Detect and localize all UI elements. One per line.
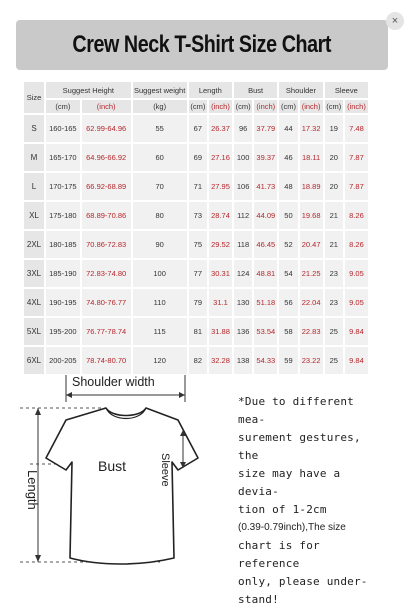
shoulder-width-label: Shoulder width	[72, 375, 155, 389]
table-cell: 75	[189, 231, 207, 258]
table-cell: 22.83	[300, 318, 323, 345]
table-cell: 29.52	[209, 231, 232, 258]
table-cell: 80	[133, 202, 187, 229]
unit-cell: (cm)	[326, 102, 342, 111]
table-cell: 46	[279, 144, 297, 171]
unit-cell: (inch)	[300, 100, 323, 113]
unit-cell: (inch)	[82, 100, 131, 113]
table-row	[24, 289, 368, 316]
table-cell: 7.87	[345, 173, 368, 200]
note-line: tion of 1-2cm	[238, 503, 327, 516]
header-sleeve: Sleeve	[325, 82, 368, 98]
table-cell: 76.77-78.74	[82, 318, 131, 345]
table-cell: 31.88	[209, 318, 232, 345]
tshirt-outline	[46, 408, 198, 564]
size-disclaimer-note	[238, 393, 388, 609]
unit-cell: (cm)	[46, 100, 80, 113]
table-cell: 67	[189, 115, 207, 142]
table-cell: 96	[234, 115, 252, 142]
note-line: stand!	[238, 593, 279, 606]
note-line: surement gestures, the	[238, 431, 361, 462]
size-cell: 4XL	[24, 289, 44, 316]
table-cell: 70.86-72.83	[82, 231, 131, 258]
size-cell: 2XL	[24, 231, 44, 258]
table-cell: 20	[325, 173, 343, 200]
table-cell: 28.74	[209, 202, 232, 229]
table-cell: 200-205	[46, 347, 80, 374]
table-row	[24, 231, 368, 258]
table-cell: 23	[325, 289, 343, 316]
table-header-row	[24, 82, 368, 98]
table-cell: 31.1	[209, 289, 232, 316]
table-row	[24, 318, 368, 345]
table-cell: 170-175	[46, 173, 80, 200]
table-cell: 74.80-76.77	[82, 289, 131, 316]
table-cell: 55	[133, 115, 187, 142]
table-cell: 130	[234, 289, 252, 316]
size-cell: 3XL	[24, 260, 44, 287]
size-cell: S	[24, 115, 44, 142]
table-cell: 23.22	[300, 347, 323, 374]
table-cell: 21	[325, 202, 343, 229]
table-cell: 19	[325, 115, 343, 142]
table-cell: 190-195	[46, 289, 80, 316]
table-cell: 118	[234, 231, 252, 258]
note-line: *Due to different mea-	[238, 395, 354, 426]
table-cell: 54.33	[254, 347, 277, 374]
table-cell: 124	[234, 260, 252, 287]
table-cell: 27.95	[209, 173, 232, 200]
table-cell: 78.74-80.70	[82, 347, 131, 374]
shoulder-arrow-left	[66, 392, 72, 398]
table-cell: 25	[325, 318, 343, 345]
size-cell: L	[24, 173, 44, 200]
table-cell: 48.81	[254, 260, 277, 287]
table-cell: 9.05	[345, 260, 368, 287]
table-cell: 81	[189, 318, 207, 345]
table-cell: 20	[325, 144, 343, 171]
table-cell: 106	[234, 173, 252, 200]
length-label: Length	[25, 470, 40, 510]
table-cell: 110	[133, 289, 187, 316]
table-cell: 52	[279, 231, 297, 258]
table-cell: 72.83-74.80	[82, 260, 131, 287]
close-icon[interactable]: ×	[386, 12, 404, 30]
table-cell: 54	[279, 260, 297, 287]
table-cell: 7.48	[345, 115, 368, 142]
table-cell: 71	[189, 173, 207, 200]
table-cell: 18.89	[300, 173, 323, 200]
size-cell: XL	[24, 202, 44, 229]
note-line: only, please under-	[238, 575, 368, 588]
table-cell: 23	[325, 260, 343, 287]
table-cell: 195-200	[46, 318, 80, 345]
unit-cell: (cm)	[280, 102, 296, 111]
title-banner	[16, 20, 388, 70]
table-row	[24, 173, 368, 200]
table-cell: 9.05	[345, 289, 368, 316]
header-size: Size	[24, 82, 44, 113]
size-chart-table	[22, 80, 370, 376]
shoulder-arrow-right	[179, 392, 185, 398]
header-weight: Suggest weight	[133, 82, 187, 98]
table-cell: 44.09	[254, 202, 277, 229]
table-cell: 112	[234, 202, 252, 229]
table-cell: 27.16	[209, 144, 232, 171]
table-cell: 30.31	[209, 260, 232, 287]
table-cell: 26.37	[209, 115, 232, 142]
table-cell: 115	[133, 318, 187, 345]
table-cell: 120	[133, 347, 187, 374]
unit-cell: (inch)	[345, 100, 368, 113]
table-cell: 19.68	[300, 202, 323, 229]
table-cell: 25	[325, 347, 343, 374]
table-cell: 136	[234, 318, 252, 345]
table-cell: 17.32	[300, 115, 323, 142]
units-row	[24, 100, 368, 113]
page-title: Crew Neck T-Shirt Size Chart	[72, 31, 332, 58]
table-cell: 22.04	[300, 289, 323, 316]
table-cell: 62.99-64.96	[82, 115, 131, 142]
table-cell: 56	[279, 289, 297, 316]
table-cell: 60	[133, 144, 187, 171]
size-cell: M	[24, 144, 44, 171]
header-height: Suggest Height	[46, 82, 131, 98]
table-cell: 79	[189, 289, 207, 316]
table-cell: 68.89-70.86	[82, 202, 131, 229]
table-cell: 160-165	[46, 115, 80, 142]
table-row	[24, 202, 368, 229]
table-cell: 66.92-68.89	[82, 173, 131, 200]
note-line: (0.39-0.79inch),The size	[238, 522, 346, 533]
table-cell: 100	[133, 260, 187, 287]
table-row	[24, 144, 368, 171]
unit-cell: (inch)	[209, 100, 232, 113]
table-row	[24, 115, 368, 142]
table-cell: 90	[133, 231, 187, 258]
table-cell: 20.47	[300, 231, 323, 258]
table-cell: 70	[133, 173, 187, 200]
note-line: chart is for reference	[238, 539, 320, 570]
table-cell: 8.26	[345, 231, 368, 258]
table-cell: 48	[279, 173, 297, 200]
table-row	[24, 260, 368, 287]
table-cell: 50	[279, 202, 297, 229]
unit-cell: (inch)	[254, 100, 277, 113]
table-cell: 59	[279, 347, 297, 374]
table-cell: 39.37	[254, 144, 277, 171]
length-arrow-top	[35, 408, 41, 415]
table-body	[24, 115, 368, 374]
table-cell: 41.73	[254, 173, 277, 200]
table-cell: 82	[189, 347, 207, 374]
table-cell: 73	[189, 202, 207, 229]
table-cell: 100	[234, 144, 252, 171]
header-length: Length	[189, 82, 232, 98]
header-shoulder: Shoulder	[279, 82, 322, 98]
table-cell: 46.45	[254, 231, 277, 258]
table-cell: 58	[279, 318, 297, 345]
table-cell: 185-190	[46, 260, 80, 287]
table-cell: 175-180	[46, 202, 80, 229]
bust-label: Bust	[98, 458, 127, 474]
unit-cell: (cm)	[235, 102, 251, 111]
table-cell: 18.11	[300, 144, 323, 171]
sleeve-label: Sleeve	[159, 453, 171, 487]
table-cell: 69	[189, 144, 207, 171]
table-cell: 7.87	[345, 144, 368, 171]
table-cell: 138	[234, 347, 252, 374]
table-cell: 9.84	[345, 347, 368, 374]
header-bust: Bust	[234, 82, 277, 98]
table-cell: 53.54	[254, 318, 277, 345]
table-cell: 21	[325, 231, 343, 258]
table-cell: 32.28	[209, 347, 232, 374]
table-cell: 8.26	[345, 202, 368, 229]
length-arrow-bottom	[35, 555, 41, 562]
unit-cell: (cm)	[190, 102, 206, 111]
table-cell: 37.79	[254, 115, 277, 142]
table-cell: 44	[279, 115, 297, 142]
note-line: size may have a devia-	[238, 467, 341, 498]
size-cell: 5XL	[24, 318, 44, 345]
size-cell: 6XL	[24, 347, 44, 374]
table-cell: 9.84	[345, 318, 368, 345]
table-cell: 21.25	[300, 260, 323, 287]
table-cell: 165-170	[46, 144, 80, 171]
table-cell: 51.18	[254, 289, 277, 316]
table-cell: 64.96-66.92	[82, 144, 131, 171]
unit-cell: (kg)	[133, 100, 187, 113]
table-cell: 77	[189, 260, 207, 287]
table-cell: 180-185	[46, 231, 80, 258]
